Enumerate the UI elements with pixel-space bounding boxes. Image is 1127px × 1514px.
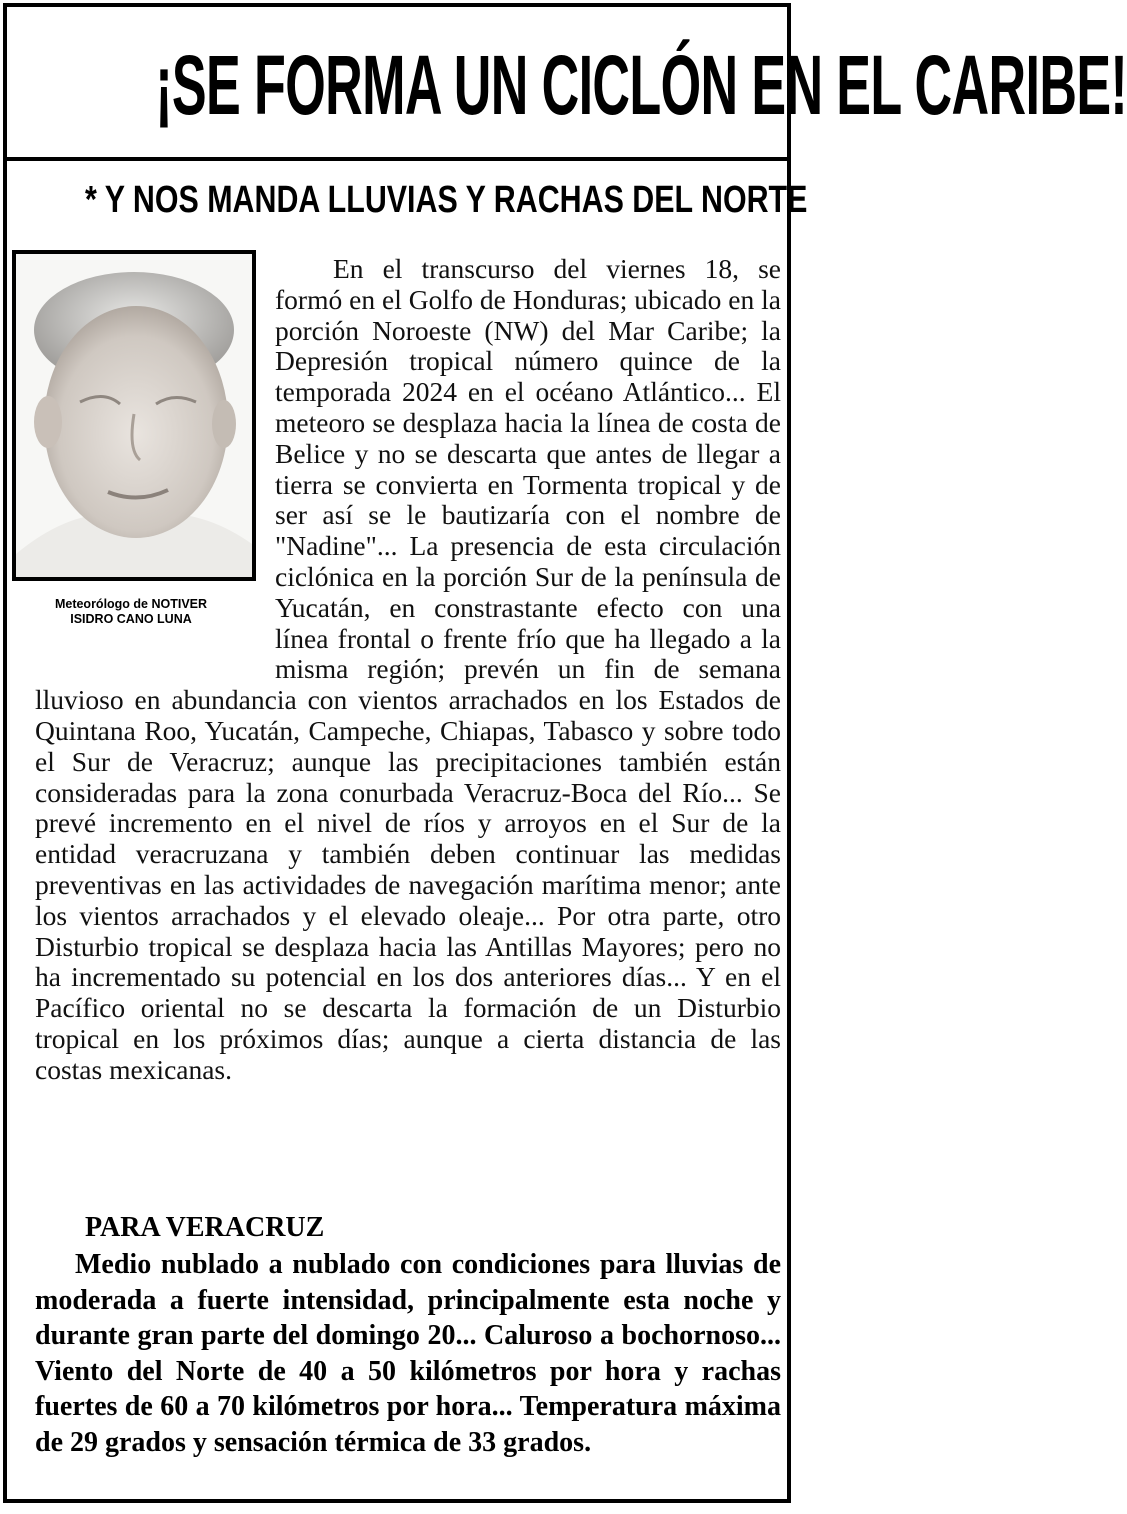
headline: ¡SE FORMA UN CICLÓN EN EL CARIBE! (155, 38, 1127, 132)
headline-divider (7, 157, 787, 161)
caption-line-name: ISIDRO CANO LUNA (70, 612, 192, 626)
article-frame (3, 3, 1127, 1503)
subheadline: * Y NOS MANDA LLUVIAS Y RACHAS DEL NORTE (85, 179, 808, 221)
article-paragraph: En el transcurso del viernes 18, se formó en el Golfo de Honduras; ubicado en la porción Noroeste (NW) del Mar Caribe; la Depresión tropical número quince de la temporada 2024 en el océano Atlántico... El meteoro se desplaza hacia la línea de costa de Belice y no se descarta que antes de llegar a tierra se convierta en Tormenta tropical y de ser así se le bautizaría con el nombre de "Nadine"... La presencia de esta circulación ciclónica en la porción Sur de la península de Yucatán, en constrastante efecto con una línea frontal o frente frío que ha llegado a la misma región; prevén un fin de semana lluvioso en abundancia con vientos arrachados en los Estados de Quintana Roo, Yucatán, Campeche, Chiapas, Tabasco y sobre todo el Sur de Veracruz; aunque las precipitaciones también están consideradas para la zona conurbada Veracruz-Boca del Río... Se prevé incremento en el nivel de ríos y arroyos en el Sur de la entidad veracruzana y también deben continuar las medidas preventivas en las actividades de navegación marítima menor; ante los vientos arrachados y el elevado oleaje... Por otra parte, otro Disturbio tropical se desplaza hacia las Antillas Mayores; pero no ha incrementado su potencial en los dos anteriores días... Y en el Pacífico oriental no se descarta la formación de un Disturbio tropical en los próximos días; aunque a cierta distancia de las costas mexicanas. (35, 253, 781, 1085)
forecast-text: Medio nublado a nublado con condiciones para lluvias de moderada a fuerte intensidad, principalmente esta noche y durante gran parte del domingo 20... Caluroso a bochornoso... Viento del Norte de 40 a 50 kilómetros por hora y rachas fuertes de 60 a 70 kilómetros por hora... Temperatura máxima de 29 grados y sensación térmica de 33 grados. (35, 1249, 781, 1458)
caption-line-title: Meteorólogo de NOTIVER (54, 597, 208, 611)
forecast-title: PARA VERACRUZ (85, 1212, 325, 1243)
article-body (35, 254, 781, 1086)
photo-float-spacer (35, 254, 275, 664)
